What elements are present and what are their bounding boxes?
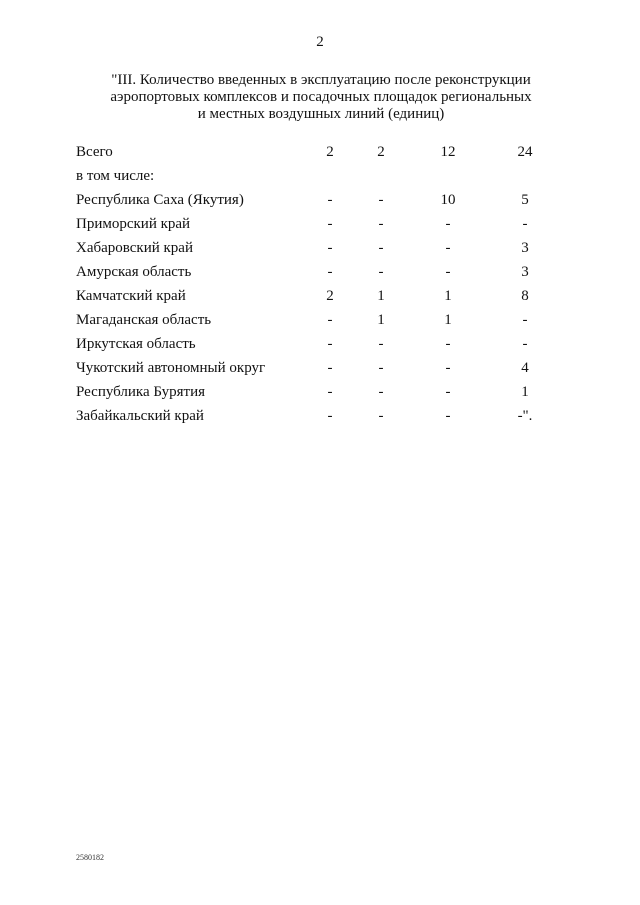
cell-value: - xyxy=(327,384,333,400)
cell-value: 5 xyxy=(521,192,529,208)
cell-value: 8 xyxy=(521,288,529,304)
cell-value: 3 xyxy=(521,240,529,256)
document-code: 2580182 xyxy=(76,853,104,862)
cell-value: 1 xyxy=(444,288,452,304)
table-row xyxy=(0,358,640,382)
cell-value: 24 xyxy=(517,144,533,160)
cell-value: 1 xyxy=(444,312,452,328)
cell-value: - xyxy=(522,312,528,328)
row-label: в том числе: xyxy=(76,168,155,184)
row-label: Всего xyxy=(76,144,113,160)
table-row xyxy=(0,238,640,262)
cell-value: - xyxy=(378,336,384,352)
cell-value: - xyxy=(445,360,451,376)
cell-value: - xyxy=(327,312,333,328)
table-row xyxy=(0,382,640,406)
table-row xyxy=(0,334,640,358)
cell-value: - xyxy=(378,216,384,232)
table-row xyxy=(0,262,640,286)
row-label: Амурская область xyxy=(76,264,192,280)
table-row-total xyxy=(0,142,640,166)
row-label: Республика Бурятия xyxy=(76,384,206,400)
row-label: Забайкальский край xyxy=(76,408,204,424)
row-label: Камчатский край xyxy=(76,288,186,304)
heading-line: аэропортовых комплексов и посадочных площадок региональных xyxy=(110,89,532,105)
cell-value: 4 xyxy=(521,360,529,376)
cell-value: - xyxy=(445,240,451,256)
table-row-subheader xyxy=(0,166,640,190)
cell-value: - xyxy=(445,384,451,400)
table-row xyxy=(0,310,640,334)
cell-value: 1 xyxy=(377,288,385,304)
cell-value: - xyxy=(327,408,333,424)
table-row xyxy=(0,406,640,430)
cell-value: - xyxy=(445,336,451,352)
cell-value: - xyxy=(522,216,528,232)
row-label: Республика Саха (Якутия) xyxy=(76,192,244,208)
row-label: Приморский край xyxy=(76,216,191,232)
cell-value: - xyxy=(327,264,333,280)
cell-value: - xyxy=(445,216,451,232)
cell-value: - xyxy=(327,216,333,232)
row-label: Иркутская область xyxy=(76,336,196,352)
cell-value: - xyxy=(522,336,528,352)
cell-value: - xyxy=(327,336,333,352)
cell-value: - xyxy=(445,408,451,424)
table-row xyxy=(0,214,640,238)
cell-value: 1 xyxy=(521,384,529,400)
cell-value: - xyxy=(378,264,384,280)
cell-value: - xyxy=(378,240,384,256)
cell-value: 2 xyxy=(326,144,334,160)
data-table xyxy=(0,142,640,430)
cell-value: 12 xyxy=(440,144,456,160)
cell-value: - xyxy=(445,264,451,280)
page-number: 2 xyxy=(316,34,324,50)
table-row xyxy=(0,286,640,310)
cell-value: 2 xyxy=(377,144,385,160)
cell-value: - xyxy=(378,408,384,424)
table-row xyxy=(0,190,640,214)
row-label: Магаданская область xyxy=(76,312,212,328)
cell-value: - xyxy=(378,360,384,376)
cell-value: - xyxy=(378,192,384,208)
cell-value: - xyxy=(378,384,384,400)
cell-value: 10 xyxy=(440,192,456,208)
heading-line: и местных воздушных линий (единиц) xyxy=(197,106,445,122)
table-heading xyxy=(60,72,582,123)
cell-value: - xyxy=(327,192,333,208)
cell-value: - xyxy=(327,240,333,256)
row-label: Чукотский автономный округ xyxy=(76,360,266,376)
row-label: Хабаровский край xyxy=(76,240,193,256)
cell-value: 2 xyxy=(326,288,334,304)
heading-line: "III. Количество введенных в эксплуатацию после реконструкции xyxy=(111,72,531,88)
cell-value: -". xyxy=(517,408,533,424)
cell-value: 1 xyxy=(377,312,385,328)
cell-value: - xyxy=(327,360,333,376)
cell-value: 3 xyxy=(521,264,529,280)
